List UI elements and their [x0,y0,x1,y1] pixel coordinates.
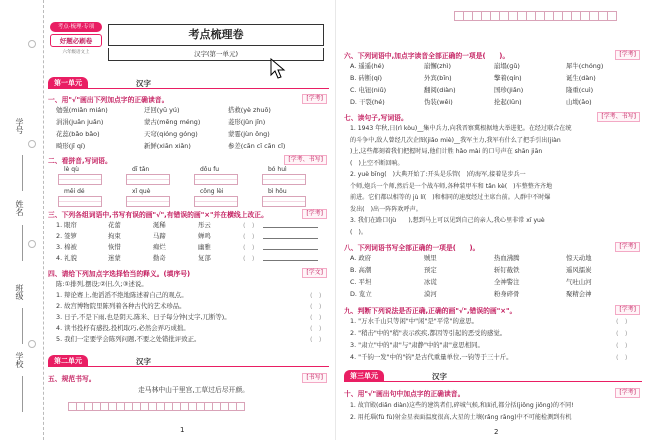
q3-word: 幽雅 [198,243,211,251]
q9-item: 3. "肃立"中的"肃"与"肃静"中的"肃"意思相同。 [350,341,484,349]
punch-hole [28,340,36,348]
q6-option[interactable]: 外宾(bīn) [424,74,452,82]
writing-cell[interactable] [607,11,617,21]
unit-bar-1 [48,77,329,89]
q3-answer-parens[interactable]: ( ) [243,254,255,262]
punch-hole [28,40,36,48]
q3-word: 马蹄 [153,232,166,240]
margin-fill-line [22,376,23,412]
q8-option[interactable]: A. 政府 [350,254,372,262]
header-badge-top: 考点·梳理·专项 [50,22,102,32]
q5-score: [书写] [302,373,327,383]
q4-item: 5. 我们一定要学会陈列问题,不要之处错批评致正。 [56,335,201,343]
top-writing-grid[interactable] [454,6,616,25]
q7-line: 2. yuè bīng( )大典开始了:开头是乐管( )的海军,接着是步兵一 [350,171,526,178]
q7-line: 1. 1943 年秋,日(rì kòu)__集中兵力,向我晋察冀根据地大举进犯。在经过联合在统 [350,125,572,132]
q2-answer-box[interactable] [58,174,102,185]
page-number-2: 2 [494,428,499,436]
label-xingming: 姓名 [15,200,24,216]
unit-sub-1: 汉字 [136,79,151,88]
q7-score: [学考、书写] [597,112,640,122]
q2-pinyin: bó huì [268,166,287,173]
q2-score: [学考、书写] [284,155,327,165]
q2-answer-box[interactable] [126,174,170,185]
header-badge-grade: 六年级语文上 [62,50,90,55]
q8-option[interactable]: 预定 [424,266,437,274]
q1-option[interactable]: 蒙古(mēng méng) [144,118,201,126]
q2-answer-box[interactable] [58,196,102,207]
q2-pinyin: cōng lèi [200,188,224,195]
q3-answer-line[interactable] [263,227,318,228]
q9-item: 4. "千钧一发"中的"钧"是古代重量单位,一钧等于三十斤。 [350,353,513,361]
q10-title: 十、用"√"画出句中加点字的正确读音。 [344,390,465,398]
type-label-a: 汉字(第一 [193,50,223,58]
q6-option[interactable]: B. 砖断(qí) [350,74,383,82]
q3-word: 勤奇 [153,254,166,262]
q4-item: 2. 故宫博物院里陈列着各种古代的艺术珍品。 [56,302,186,310]
punch-hole [28,140,36,148]
q6-option[interactable]: C. 电钮(niǔ) [350,86,387,94]
q4-score: [学文] [302,268,327,278]
q3-word: 复部 [198,254,211,262]
q3-answer-line[interactable] [263,260,318,261]
q6-title: 六、下列词语中,加点字读音全部正确的一项是( )。 [344,52,510,60]
q3-word: 3. 棉被 [56,243,77,251]
q7-line: 个师,炮兵一个师,然后是一个战车师,各种装甲车和 tǎn kè( )车整整齐齐地 [350,182,553,190]
q6-option[interactable]: 崩塌(ɡǔ) [494,62,520,70]
unit-bar-2 [48,355,329,367]
q9-item: 2. "稍击"中的"稍"表示疾疾,都因等引起的恶受的感觉。 [350,329,507,337]
q7-line: 发出( )出一阵阵欢呼声。 [350,205,422,213]
binding-margin [0,0,44,440]
q4-title: 四、请给下列加点字选择恰当的释义。(填序号) [48,270,191,278]
q8-score: [学考] [615,242,640,252]
q1-title: 一、用"√"画出下列加点字的正确读音。 [48,96,169,104]
page-title: 考点梳理卷 [108,24,324,46]
q2-answer-box[interactable] [262,196,306,207]
q10-item: 1. 故宫殿(diǎn diàn)这些的建筑者们,碎城气候,和面孔都分括(jiǒng jiōng)的不同! [350,402,574,409]
q8-option[interactable]: 气吐山河 [566,278,592,286]
q1-option[interactable]: 参差(cān cī cān cǐ) [228,142,286,150]
page-number-1: 1 [180,426,185,434]
q3-answer-parens[interactable]: ( ) [243,221,255,229]
q1-option[interactable]: 菱形(jǔn jīn) [228,118,266,126]
q1-option[interactable]: 勉强(miǎn mián) [56,106,108,114]
q9-title: 九、判断下列说法是否正确,正确的画"√",错误的画"×"。 [344,307,517,315]
q1-option[interactable]: 新鲜(xiān xiǎn) [144,142,191,150]
q2-pinyin: měi dé [64,188,85,195]
q3-word: 彤云 [198,221,211,229]
q4-answer-parens[interactable]: ( ) [310,313,322,321]
q5-title: 五、规范书写。 [48,375,96,383]
unit-badge-3: 第三单元 [344,370,384,382]
q3-word: 拘束 [108,232,121,240]
q1-option[interactable]: 蒙霎(jùn ǒng) [228,130,270,138]
q4-answer-parens[interactable]: ( ) [310,335,322,343]
q8-option[interactable]: 贼里 [424,254,437,262]
q7-line: ( )上空不断回响。 [350,159,404,167]
page-type [108,48,324,61]
q2-answer-box[interactable] [262,174,306,185]
margin-fill-line [22,155,23,191]
q6-option[interactable]: 擎着(qín) [494,74,522,82]
label-xuexiao: 学校 [15,352,24,368]
q6-option[interactable]: 伪装(wěi) [424,98,453,106]
writing-cell[interactable] [236,402,245,411]
q8-title: 八、下列词语书写全部正确的一项是( )。 [344,244,480,252]
unit-badge-2: 第二单元 [48,355,88,367]
q8-option[interactable]: 遥风擂炭 [566,266,592,274]
q3-title: 三、下列各组词语中,书写有误的画"√",有错误的画"×"并在横线上改正。 [48,211,268,219]
q6-option[interactable]: A. 遥遥(hé) [350,62,385,70]
right-page [335,0,650,440]
q2-title: 二、看拼音,写词语。 [48,157,112,165]
q3-word: 恢惜 [108,243,121,251]
q4-item: 3. 日子,不是下雨,也是阴天,陈米、日子每分钟(丈字,兀断等)。 [56,313,231,321]
q7-line: 的斗争中,敌人曾经几次企图(jiǎo miè)__我军主力,我军有什么了把手引出(jiàn [350,136,561,144]
q1-option[interactable]: 涓涓(juān juǎn) [56,118,104,126]
unit-sub-3: 汉字 [432,372,447,381]
punch-hole [28,240,36,248]
q2-pinyin: xǐ què [132,188,151,195]
type-label-b: 单元) [222,50,239,58]
q5-sentence: 走马林中山干里宫,工草过后尽开颜。 [138,386,249,394]
q6-option[interactable]: 抡起(lūn) [494,98,522,106]
q10-score: [学考] [615,388,640,398]
q8-option[interactable]: D. 览立 [350,290,372,298]
q2-pinyin: lè qù [64,166,79,173]
q2-pinyin: dǒu fu [200,166,220,173]
q3-word: 迷蒙 [108,254,121,262]
q2-pinyin: dī tǎn [132,166,150,173]
q8-option[interactable]: B. 高潮 [350,266,372,274]
q8-option[interactable]: C. 平坦 [350,278,372,286]
q9-item: 1. "万水千山只等闲"中"闲"是"平常"的意思。 [350,317,479,325]
header-badge-sub: 好题必刷卷 [50,34,102,47]
q4-answer-parens[interactable]: ( ) [310,302,322,310]
q9-answer-parens[interactable]: ( ) [616,341,628,349]
right-content [344,0,642,440]
q2-answer-box[interactable] [126,196,170,207]
q5-writing-grid[interactable] [68,396,244,415]
q8-option[interactable]: 聚精会神 [566,290,592,298]
q7-line: 3. 我们在路口(jù ),想到马上可以见到自己的亲人,我心里非常 xī yuè [350,217,545,224]
q6-option[interactable]: 国珍(jiǎn) [494,86,524,94]
q6-option[interactable]: D. 干裂(hé) [350,98,385,106]
q2-answer-box[interactable] [194,196,238,207]
q10-item: 2. 用托瑙(fù fù)射金星表面温度很高,大星的土壤(rǎng rāng)中不可能检测到有机 [350,414,572,421]
q4-answer-parens[interactable]: ( ) [310,324,322,332]
q2-answer-box[interactable] [194,174,238,185]
q8-option[interactable]: 斩钉截铁 [494,266,520,274]
q4-item: 4. 读书投杼有感投,投机取巧,必然会弄巧成拙。 [56,324,190,332]
margin-fill-line [22,308,23,344]
q1-option[interactable]: 天穹(qióng góng) [144,130,198,138]
q6-option[interactable]: 崩懈(zhì) [424,62,451,70]
q1-option[interactable]: 搭救(yè zhuō) [228,106,271,114]
q8-option[interactable]: 漠河 [424,290,437,298]
unit-bar-3 [344,370,642,382]
q3-word: 4. 礼貌 [56,254,77,262]
q3-word: 1. 眼帘 [56,221,77,229]
q1-score: [学考] [302,94,327,104]
q4-item: 1. 辩论赛上,他滔滔不绝地陈述着自己的观点。 [56,291,188,299]
q4-answer-parens[interactable]: ( ) [310,291,322,299]
q3-score: [学考] [302,209,327,219]
unit-badge-1: 第一单元 [48,77,88,89]
q1-option[interactable]: 畸形(jī qí) [56,142,86,150]
q4-intro: 陈:①排列,摆设;②旧,久;③述说。 [56,280,148,288]
q9-answer-parens[interactable]: ( ) [616,353,628,361]
q6-option[interactable]: 翻阅(diàn) [424,86,456,94]
q9-answer-parens[interactable]: ( ) [616,317,628,325]
q3-word: 2. 签箩 [56,232,77,240]
q8-option[interactable]: 冰谎 [424,278,437,286]
q3-answer-parens[interactable]: ( ) [243,232,255,240]
q3-word: 花蕾 [108,221,121,229]
q2-pinyin: bì hǒu [268,188,287,195]
q8-option[interactable]: 热血沸腾 [494,254,520,262]
q6-option[interactable]: 山坳(āo) [566,98,592,106]
left-content [48,0,329,440]
q7-title: 七、读句子,写词语。 [344,114,408,122]
margin-fill-line [22,225,23,261]
q3-answer-line[interactable] [263,249,318,250]
q3-answer-line[interactable] [263,238,318,239]
q9-score: [学考] [615,305,640,315]
q6-option[interactable]: 隆重(cuì) [566,86,594,94]
q3-word: 蝉鸣 [198,232,211,240]
q8-option[interactable]: 惊天动地 [566,254,592,262]
q3-answer-parens[interactable]: ( ) [243,243,255,251]
q1-option[interactable]: 迂回(yū yú) [144,106,180,114]
q7-line: ( )。 [350,228,367,236]
q3-word: 痴烂 [153,243,166,251]
q3-word: 涎稀 [153,221,166,229]
q8-option[interactable]: 全神警注 [494,278,520,286]
unit-sub-2: 汉字 [136,357,151,366]
q8-option[interactable]: 粉身碎骨 [494,290,520,298]
q7-line: 前进。它们都以相等的 jù lí( )和相同的速度经过主席台前。人群中不时爆 [350,194,551,201]
q6-option[interactable]: 犀牛(chóng) [566,62,604,70]
label-banji: 班级 [15,284,24,300]
q6-score: [学考] [615,50,640,60]
q1-option[interactable]: 花蕊(bǎo bǎo) [56,130,100,138]
q7-line: )上,这些都刻着我们把握时局,他们计胜 hǎo mài 的口号声在 shān jiān [350,148,543,155]
q9-answer-parens[interactable]: ( ) [616,329,628,337]
q6-option[interactable]: 诞生(dàn) [566,74,596,82]
label-xuehao: 学号 [15,118,24,134]
